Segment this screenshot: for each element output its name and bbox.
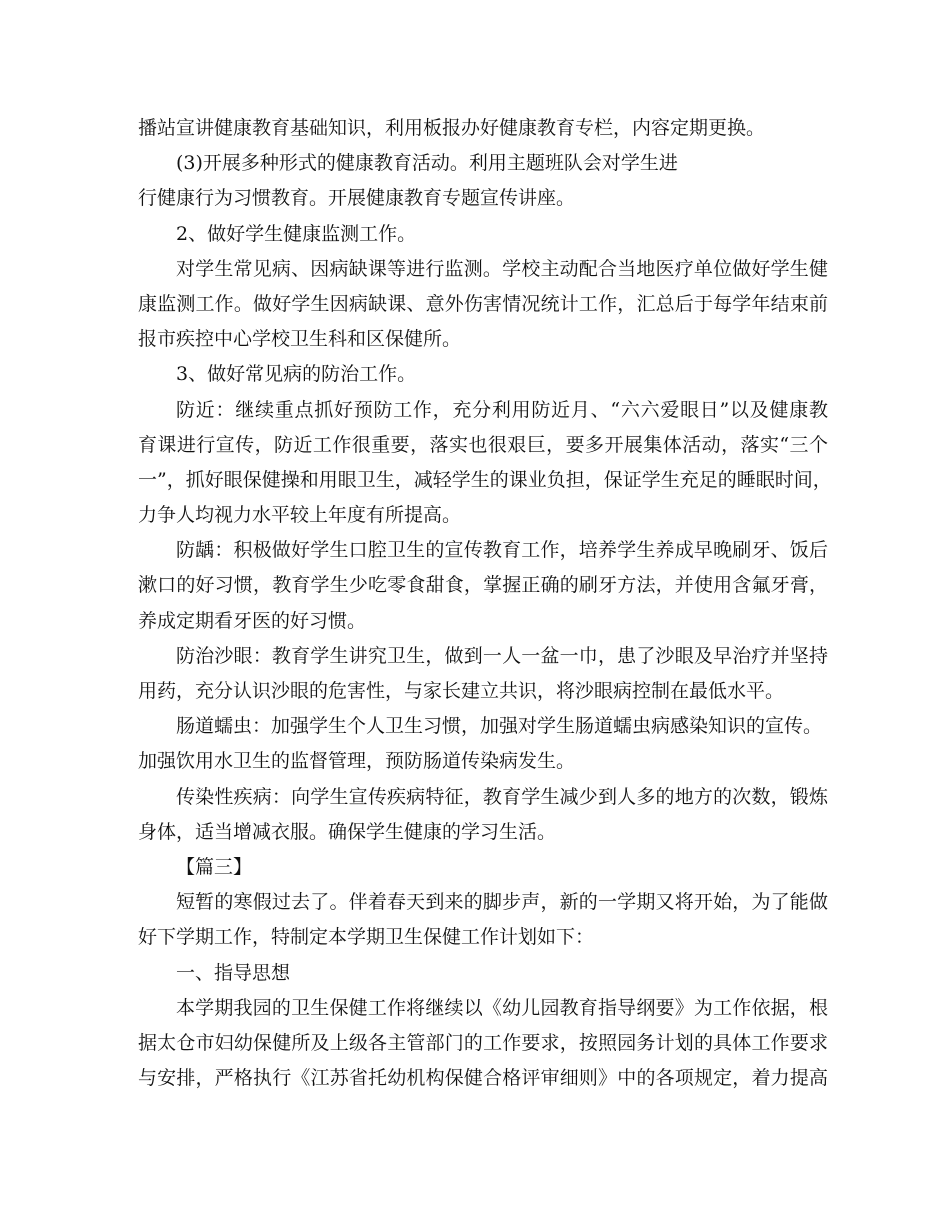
text-line: 短暂的寒假过去了。伴着春天到来的脚步声，新的一学期又将开始，为了能做: [176, 891, 828, 914]
text-line: 与安排，严格执行《江苏省托幼机构保健合格评审细则》中的各项规定，着力提高: [138, 1067, 828, 1090]
section-heading: 3、做好常见病的防治工作。: [176, 363, 417, 386]
text-line: 康监测工作。做好学生因病缺课、意外伤害情况统计工作，汇总后于每学年结束前: [138, 292, 828, 315]
text-line: 传染性疾病：向学生宣传疾病特征，教育学生减少到人多的地方的次数，锻炼: [176, 785, 828, 808]
text-line: 对学生常见病、因病缺课等进行监测。学校主动配合当地医疗单位做好学生健: [176, 257, 828, 280]
text-line: 据太仓市妇幼保健所及上级各主管部门的工作要求，按照园务计划的具体工作要求: [138, 1031, 828, 1054]
text-line: 加强饮用水卫生的监督管理，预防肠道传染病发生。: [138, 750, 576, 773]
text-line: 播站宣讲健康教育基础知识，利用板报办好健康教育专栏，内容定期更换。: [138, 117, 766, 139]
text-line: 防龋：积极做好学生口腔卫生的宣传教育工作，培养学生养成早晚刷牙、饭后: [176, 539, 828, 562]
text-line: 育课进行宣传，防近工作很重要，落实也很艰巨，要多开展集体活动，落实“三个: [138, 433, 828, 456]
text-line: 报市疾控中心学校卫生科和区保健所。: [138, 328, 462, 351]
text-line: 身体，适当增减衣服。确保学生健康的学习生活。: [138, 820, 557, 843]
document-body: [138, 111, 832, 1096]
text-line: 防治沙眼：教育学生讲究卫生，做到一人一盆一巾，患了沙眼及早治疗并坚持: [176, 644, 828, 667]
text-line: 肠道蠕虫：加强学生个人卫生习惯，加强对学生肠道蠕虫病感染知识的宣传。: [176, 715, 823, 738]
text-line: 好下学期工作，特制定本学期卫生保健工作计划如下：: [138, 926, 595, 949]
text-line: 防近：继续重点抓好预防工作，充分利用防近月、“六六爱眼日”以及健康教: [176, 398, 828, 421]
section-heading: 2、做好学生健康监测工作。: [176, 222, 417, 245]
text-line: 用药，充分认识沙眼的危害性，与家长建立共识，将沙眼病控制在最低水平。: [138, 680, 785, 702]
text-line: 行健康行为习惯教育。开展健康教育专题宣传讲座。: [138, 187, 576, 210]
text-line: 漱口的好习惯，教育学生少吃零食甜食，掌握正确的刷牙方法，并使用含氟牙膏，: [138, 574, 828, 597]
text-line: 力争人均视力水平较上年度有所提高。: [138, 504, 462, 527]
section-heading: 一、指导思想: [176, 961, 291, 984]
text-line: 本学期我园的卫生保健工作将继续以《幼儿园教育指导纲要》为工作依据，根: [176, 996, 828, 1019]
text-line: 一”，抓好眼保健操和用眼卫生，减轻学生的课业负担，保证学生充足的睡眠时间，: [138, 468, 832, 491]
text-line: (3)开展多种形式的健康教育活动。利用主题班队会对学生进: [176, 152, 678, 175]
text-line: 养成定期看牙医的好习惯。: [138, 609, 367, 632]
part-heading: 【篇三】: [176, 855, 253, 878]
